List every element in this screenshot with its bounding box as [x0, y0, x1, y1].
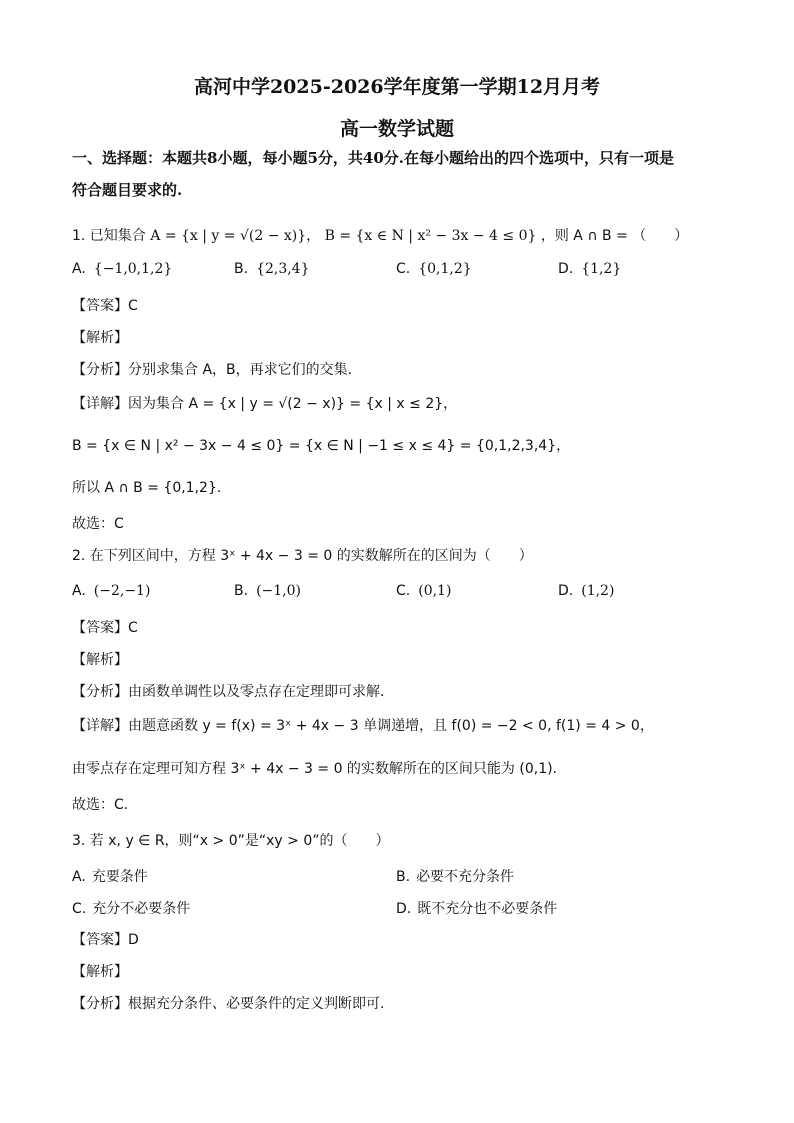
q2-option-d: D. (1,2) — [558, 583, 615, 599]
section-heading-line1: 一、选择题：本题共8小题，每小题5分，共40分.在每小题给出的四个选项中，只有一项是 — [72, 149, 674, 167]
q1-analysis-label: 【解析】 — [72, 330, 128, 346]
q1-set-a: A = {x | y = √(2 − x)} — [150, 228, 307, 244]
exam-subtitle: 高一数学试题 — [339, 118, 454, 140]
q3-option-d: D. 既不充分也不必要条件 — [396, 901, 558, 917]
q3-answer: 【答案】D — [72, 932, 139, 948]
q1-option-c: C. {0,1,2} — [396, 261, 472, 277]
q2-analysis-label: 【解析】 — [72, 652, 128, 668]
q2-stem: 2. 在下列区间中，方程 3ˣ + 4x − 3 = 0 的实数解所在的区间为（ ） — [72, 548, 533, 564]
q2-detail-1: 【详解】由题意函数 y = f(x) = 3ˣ + 4x − 3 单调递增，且 f(0) = −2 < 0, f(1) = 4 > 0， — [72, 718, 654, 734]
q3-stem: 3. 若 x, y ∈ R，则“x > 0”是“xy > 0”的（ ） — [72, 833, 390, 849]
section-heading-line2: 符合题目要求的. — [72, 181, 183, 199]
q3-option-c: C. 充分不必要条件 — [72, 901, 191, 917]
q3-option-a: A. 充要条件 — [72, 869, 148, 885]
q1-choose: 故选：C — [72, 516, 124, 532]
q2-option-b: B. (−1,0) — [234, 583, 301, 599]
exam-title: 高河中学2025-2026学年度第一学期12月月考 — [193, 76, 601, 98]
q1-option-d: D. {1,2} — [558, 261, 622, 277]
q2-answer: 【答案】C — [72, 620, 138, 636]
q1-stem: 1. 已知集合 A = {x | y = √(2 − x)}， B = {x ∈ N | x² − 3x − 4 ≤ 0} ，则 A ∩ B = （ ） — [72, 228, 689, 244]
q3-option-b: B. 必要不充分条件 — [396, 869, 515, 885]
q1-stem-prefix: 1. 已知集合 — [72, 228, 146, 244]
q2-option-a: A. (−2,−1) — [72, 583, 151, 599]
q1-option-a: A. {−1,0,1,2} — [72, 261, 173, 277]
q2-detail-2: 由零点存在定理可知方程 3ˣ + 4x − 3 = 0 的实数解所在的区间只能为 (0,1). — [72, 761, 558, 777]
q1-detail-3: 所以 A ∩ B = {0,1,2}. — [72, 480, 222, 496]
q1-set-b: B = {x ∈ N | x² − 3x − 4 ≤ 0} — [324, 228, 537, 244]
q1-detail-1: 【详解】因为集合 A = {x | y = √(2 − x)} = {x | x ≤ 2}， — [72, 396, 458, 412]
q3-analysis-label: 【解析】 — [72, 964, 128, 980]
q1-answer: 【答案】C — [72, 298, 138, 314]
q2-fenxi: 【分析】由函数单调性以及零点存在定理即可求解. — [72, 684, 385, 700]
q1-detail-2: B = {x ∈ N | x² − 3x − 4 ≤ 0} = {x ∈ N | −1 ≤ x ≤ 4} = {0,1,2,3,4}， — [72, 438, 571, 454]
q3-fenxi: 【分析】根据充分条件、必要条件的定义判断即可. — [72, 996, 385, 1012]
q1-stem-suffix: ，则 A ∩ B = （ ） — [540, 228, 689, 244]
q1-option-b: B. {2,3,4} — [234, 261, 310, 277]
q2-option-c: C. (0,1) — [396, 583, 452, 599]
q1-fenxi: 【分析】分别求集合 A，B，再求它们的交集. — [72, 362, 353, 378]
q2-choose: 故选：C. — [72, 797, 129, 813]
